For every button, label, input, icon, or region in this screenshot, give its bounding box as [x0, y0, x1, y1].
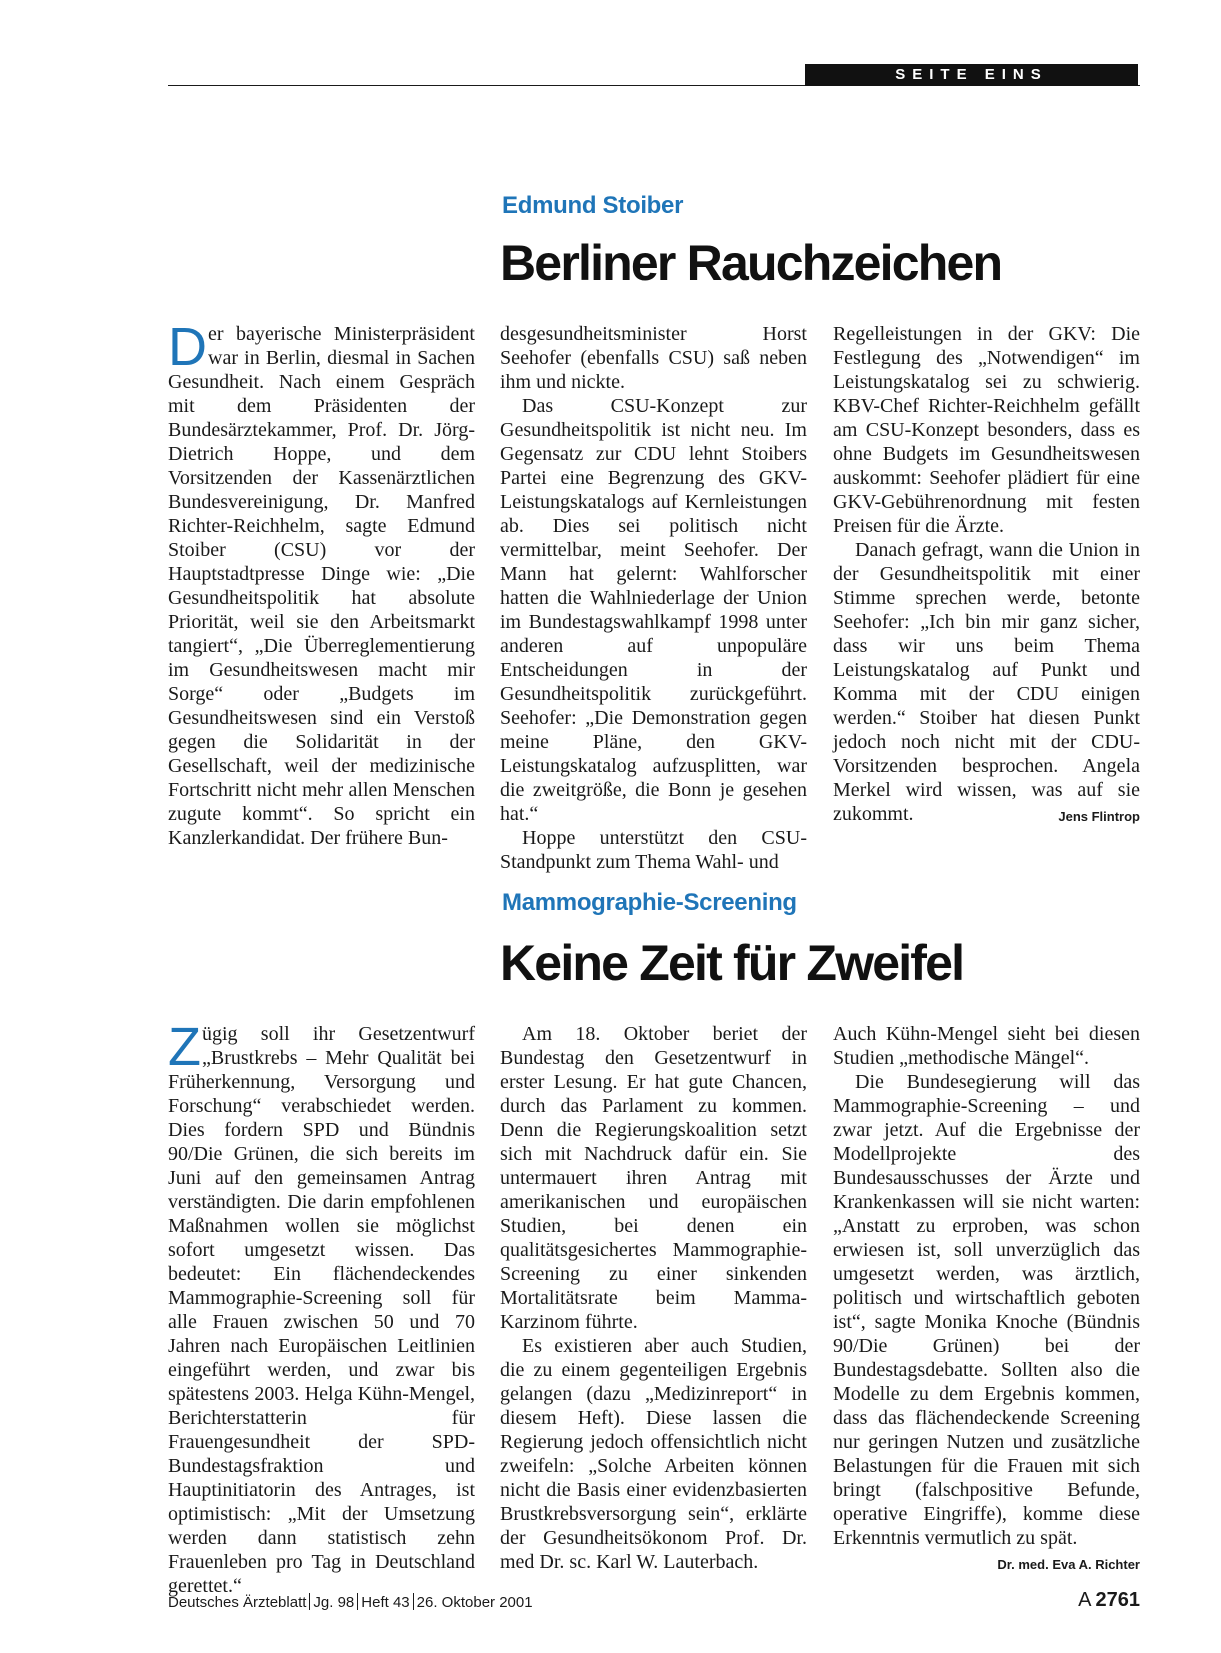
article-kicker: Edmund Stoiber — [502, 192, 684, 219]
footer-separator — [413, 1593, 414, 1610]
footer-citation — [168, 1593, 533, 1611]
article-column-3 — [833, 1022, 1140, 1577]
paragraph: Die Bundesegierung will das Mammographie-Screening – und zwar jetzt. Auf die Ergebnisse der Modellprojekte des Bundesausschusses der Ärzte und Krankenkassen will sie nicht warten: „Anstatt zu erproben, was schon erwiesen ist, soll unverzüglich das umgesetzt werden, was ärztlich, politisch und wirtschaftlich geboten ist“, sagte Monika Knoche (Bündnis 90/Die Grünen) bei der Bundestagsdebatte. Sollten also die Modelle zu dem Ergebnis kommen, dass das flächendeckende Screening nur geringen Nutzen und zusätzliche Belastungen für die Frauen mit sich bringt (falschpositive Befunde, operative Eingriffe), komme diese Erkenntnis vermutlich zu spät. — [833, 1071, 1140, 1549]
issue-date: 26. Oktober 2001 — [416, 1594, 533, 1611]
paragraph: er bayerische Ministerpräsident war in Berlin, diesmal in Sachen Gesundheit. Nach einem Gespräch mit dem Präsidenten der Bundesärztekammer, Prof. Dr. Jörg-Dietrich Hoppe, und dem Vorsitzenden der Kassenärztlichen Bundesvereinigung, Dr. Manfred Richter-Reichhelm, sagte Edmund Stoiber (CSU) vor der Hauptstadtpresse Dinge wie: „Die Gesundheitspolitik hat absolute Priorität, weil sie den Arbeitsmarkt tangiert“, „Die Überreglementierung im Gesundheitswesen macht mir Sorge“ oder „Budgets im Gesundheitswesen sind ein Verstoß gegen die Solidarität in der Gesellschaft, weil der medizinische Fortschritt nicht mehr allen Menschen zugute kommt“. So spricht ein Kanzlerkandidat. Der frühere Bun- — [168, 323, 475, 849]
journal-volume: Jg. 98 — [313, 1594, 355, 1611]
paragraph: Auch Kühn-Mengel sieht bei diesen Studien „methodische Mängel“. — [833, 1023, 1140, 1069]
paragraph: Danach gefragt, wann die Union in der Gesundheitspolitik mit einer Stimme sprechen werde, betonte Seehofer: „Ich bin mir ganz sicher, dass wir uns beim Thema Leistungskatalog auf Punkt und Komma mit der CDU einigen werden.“ Stoiber hat diesen Punkt jedoch noch nicht mit der CDU-Vorsitzenden besprochen. Angela Merkel wird wissen, was auf sie zukommt. — [833, 539, 1140, 825]
paragraph: Regelleistungen in der GKV: Die Festlegung des „Notwendigen“ im Leistungskatalog sei zu schwierig. KBV-Chef Richter-Reichhelm gefällt am CSU-Konzept besonders, dass es ohne Budgets im Gesundheitswesen auskommt: Seehofer plädiert für eine GKV-Gebührenordnung mit festen Preisen für die Ärzte. — [833, 323, 1140, 537]
author-byline: Dr. med. Eva A. Richter — [997, 1557, 1140, 1572]
paragraph: Es existieren aber auch Studien, die zu einem gegenteiligen Ergebnis gelangen (dazu „Medizinreport“ in diesem Heft). Diese lassen die Regierung jedoch offensichtlich nicht zweifeln: „Solche Arbeiten können nicht die Basis einer evidenzbasierten Brustkrebsversorgung sein“, erklärte der Gesundheitsökonom Prof. Dr. med Dr. sc. Karl W. Lauterbach. — [500, 1335, 807, 1573]
page-prefix: A — [1078, 1589, 1092, 1611]
article-column-1 — [168, 317, 475, 850]
article-kicker: Mammographie-Screening — [502, 889, 797, 916]
article-column-2 — [500, 1022, 807, 1574]
journal-issue: Heft 43 — [361, 1594, 410, 1611]
article-headline: Berliner Rauchzeichen — [500, 235, 1002, 291]
footer-separator — [309, 1593, 310, 1610]
drop-cap: Z — [168, 1017, 201, 1077]
page-number-block — [1078, 1589, 1140, 1612]
article-column-3 — [833, 322, 1140, 829]
footer-separator — [357, 1593, 358, 1610]
article-headline: Keine Zeit für Zweifel — [500, 935, 964, 991]
page-number: 2761 — [1095, 1589, 1140, 1611]
paragraph: desgesundheitsminister Horst Seehofer (ebenfalls CSU) saß neben ihm und nickte. — [500, 323, 807, 393]
paragraph: Hoppe unterstützt den CSU-Standpunkt zum Thema Wahl- und — [500, 827, 807, 873]
author-byline: Jens Flintrop — [1058, 809, 1140, 824]
paragraph: Das CSU-Konzept zur Gesundheitspolitik ist nicht neu. Im Gegensatz zur CDU lehnt Stoibers Partei eine Begrenzung des GKV-Leistungskatalogs auf Kernleistungen ab. Dies sei politisch nicht vermittelbar, meint Seehofer. Der Mann hat gelernt: Wahlforscher hatten die Wahlniederlage der Union im Bundestagswahlkampf 1998 unter anderen auf unpopuläre Entscheidungen in der Gesundheitspolitik zurückgeführt. Seehofer: „Die Demonstration gegen meine Pläne, den GKV-Leistungskatalog aufzusplitten, war die zweitgröße, die Bonn je gesehen hat.“ — [500, 395, 807, 825]
article-column-2 — [500, 322, 807, 874]
section-label: SEITE EINS — [805, 64, 1138, 86]
page-footer — [168, 1589, 1140, 1615]
paragraph: ügig soll ihr Gesetzentwurf „Brustkrebs – Mehr Qualität bei Früherkennung, Versorgung und Forschung“ verabschiedet werden. Dies fordern SPD und Bündnis 90/Die Grünen, die sich bereits im Juni auf den gemeinsamen Antrag verständigten. Die darin empfohlenen Maßnahmen wollen sie möglichst sofort umgesetzt wissen. Das bedeutet: Ein flächendeckendes Mammographie-Screening soll für alle Frauen zwischen 50 und 70 Jahren nach Europäischen Leitlinien eingeführt werden, und zwar bis spätestens 2003. Helga Kühn-Mengel, Berichterstatterin für Frauengesundheit der SPD-Bundestagsfraktion und Hauptinitiatorin des Antrages, ist optimistisch: „Mit der Umsetzung werden dann statistisch zehn Frauenleben pro Tag in Deutschland gerettet.“ — [168, 1023, 475, 1597]
paragraph: Am 18. Oktober beriet der Bundestag den Gesetzentwurf in erster Lesung. Er hat gute Chancen, durch das Parlament zu kommen. Denn die Regierungskoalition setzt sich mit Nachdruck dafür ein. Sie untermauert ihren Antrag mit amerikanischen und europäischen Studien, bei denen ein qualitätsgesichertes Mammographie-Screening zu einer sinkenden Mortalitätsrate beim Mamma-Karzinom führte. — [500, 1023, 807, 1333]
drop-cap: D — [168, 317, 207, 377]
article-column-1 — [168, 1017, 475, 1598]
journal-name: Deutsches Ärzteblatt — [168, 1594, 307, 1611]
